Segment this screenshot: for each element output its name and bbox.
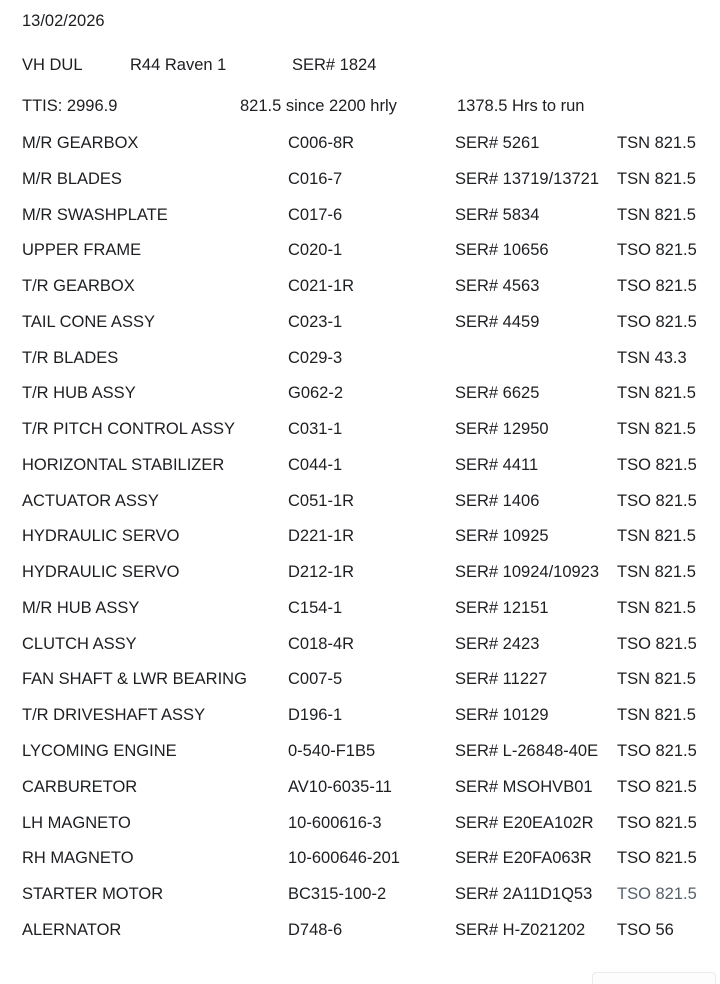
table-row — [22, 527, 720, 563]
part-number-cell: AV10-6035-11 — [288, 777, 392, 796]
component-name-cell: UPPER FRAME — [22, 241, 142, 260]
table-row — [22, 384, 720, 420]
part-number-cell: 10-600616-3 — [288, 813, 382, 832]
part-number-cell: C023-1 — [288, 312, 343, 331]
part-number-cell: C018-4R — [288, 634, 355, 653]
serial-number-cell: SER# MSOHVB01 — [455, 777, 593, 796]
serial-number-cell: SER# 11227 — [455, 670, 548, 689]
table-row — [22, 778, 720, 814]
table-row — [22, 599, 720, 635]
part-number-cell: C029-3 — [288, 348, 343, 367]
time-in-service-cell: TSO 821.5 — [617, 777, 697, 796]
table-row — [22, 241, 720, 277]
table-row — [22, 670, 720, 706]
part-number-cell: C044-1 — [288, 455, 343, 474]
aircraft-serial: SER# 1824 — [292, 56, 377, 74]
time-in-service-cell: TSO 821.5 — [617, 491, 697, 510]
component-name-cell: M/R BLADES — [22, 169, 122, 188]
table-row — [22, 814, 720, 850]
serial-number-cell: SER# 4459 — [455, 312, 540, 331]
serial-number-cell: SER# 6625 — [455, 384, 540, 403]
table-row — [22, 849, 720, 885]
serial-number-cell: SER# 13719/13721 — [455, 169, 600, 188]
bottom-right-partial-element — [592, 972, 716, 984]
table-row — [22, 742, 720, 778]
time-in-service-cell: TSO 821.5 — [617, 455, 697, 474]
serial-number-cell: SER# 12151 — [455, 598, 549, 617]
serial-number-cell: SER# 10924/10923 — [455, 563, 600, 582]
time-in-service-cell: TSO 821.5 — [617, 742, 697, 761]
part-number-cell: C031-1 — [288, 420, 343, 439]
time-in-service-cell: TSN 43.3 — [617, 348, 687, 367]
component-name-cell: T/R HUB ASSY — [22, 384, 136, 403]
component-name-cell: M/R HUB ASSY — [22, 598, 140, 617]
time-in-service-cell: TSN 821.5 — [617, 670, 696, 689]
component-name-cell: LYCOMING ENGINE — [22, 742, 177, 761]
part-number-cell: G062-2 — [288, 384, 344, 403]
part-number-cell: D221-1R — [288, 527, 355, 546]
part-number-cell: C006-8R — [288, 134, 355, 152]
component-table — [22, 134, 720, 957]
time-in-service-cell: TSO 821.5 — [617, 849, 697, 868]
time-in-service-cell: TSN 821.5 — [617, 420, 696, 439]
component-name-cell: FAN SHAFT & LWR BEARING — [22, 670, 247, 689]
component-name-cell: HYDRAULIC SERVO — [22, 527, 180, 546]
component-name-cell: T/R PITCH CONTROL ASSY — [22, 420, 236, 439]
table-row — [22, 277, 720, 313]
serial-number-cell: SER# 1406 — [455, 491, 540, 510]
part-number-cell: BC315-100-2 — [288, 885, 387, 904]
table-row — [22, 492, 720, 528]
time-in-service-cell: TSO 821.5 — [617, 241, 697, 260]
part-number-cell: 10-600646-201 — [288, 849, 400, 868]
component-name-cell: ALERNATOR — [22, 920, 122, 939]
component-name-cell: T/R BLADES — [22, 348, 119, 367]
time-in-service-cell: TSO 821.5 — [617, 312, 697, 331]
serial-number-cell: SER# H-Z021202 — [455, 920, 586, 939]
component-name-cell: LH MAGNETO — [22, 813, 131, 832]
since-overhaul-value: 821.5 since 2200 hrly — [240, 97, 397, 115]
time-in-service-cell: TSO 821.5 — [617, 634, 697, 653]
component-name-cell: CLUTCH ASSY — [22, 634, 137, 653]
time-in-service-cell: TSN 821.5 — [617, 706, 696, 725]
serial-number-cell: SER# 5261 — [455, 134, 540, 152]
serial-number-cell: SER# 4563 — [455, 277, 540, 296]
table-row — [22, 206, 720, 242]
time-in-service-cell: TSN 821.5 — [617, 205, 696, 224]
component-name-cell: HORIZONTAL STABILIZER — [22, 455, 225, 474]
component-name-cell: T/R DRIVESHAFT ASSY — [22, 706, 206, 725]
table-row — [22, 885, 720, 921]
time-in-service-cell: TSN 821.5 — [617, 169, 696, 188]
time-in-service-cell: TSO 56 — [617, 920, 674, 939]
component-name-cell: HYDRAULIC SERVO — [22, 563, 180, 582]
part-number-cell: C051-1R — [288, 491, 355, 510]
time-in-service-cell: TSN 821.5 — [617, 598, 696, 617]
part-number-cell: C154-1 — [288, 598, 343, 617]
component-name-cell: RH MAGNETO — [22, 849, 134, 868]
time-in-service-cell: TSN 821.5 — [617, 384, 696, 403]
table-row — [22, 313, 720, 349]
aircraft-model: R44 Raven 1 — [130, 56, 227, 74]
part-number-cell: C017-6 — [288, 205, 343, 224]
table-row — [22, 635, 720, 671]
time-in-service-cell: TSN 821.5 — [617, 134, 696, 152]
table-row — [22, 456, 720, 492]
serial-number-cell: SER# 2A11D1Q53 — [455, 885, 593, 904]
component-name-cell: STARTER MOTOR — [22, 885, 164, 904]
aircraft-identity-line — [22, 56, 720, 97]
hours-to-run-value: 1378.5 Hrs to run — [457, 97, 585, 115]
table-row — [22, 420, 720, 456]
component-name-cell: TAIL CONE ASSY — [22, 312, 155, 331]
component-name-cell: ACTUATOR ASSY — [22, 491, 159, 510]
component-name-cell: M/R SWASHPLATE — [22, 205, 168, 224]
component-name-cell: M/R GEARBOX — [22, 134, 139, 152]
time-in-service-cell: TSN 821.5 — [617, 563, 696, 582]
serial-number-cell: SER# 10925 — [455, 527, 549, 546]
table-row — [22, 563, 720, 599]
time-in-service-cell: TSO 821.5 — [617, 277, 697, 296]
part-number-cell: 0-540-F1B5 — [288, 742, 376, 761]
table-row — [22, 349, 720, 385]
serial-number-cell: SER# E20EA102R — [455, 813, 594, 832]
component-name-cell: T/R GEARBOX — [22, 277, 135, 296]
serial-number-cell: SER# E20FA063R — [455, 849, 592, 868]
serial-number-cell: SER# 12950 — [455, 420, 549, 439]
table-row — [22, 706, 720, 742]
table-row — [22, 170, 720, 206]
part-number-cell: D748-6 — [288, 920, 343, 939]
ttis-value: TTIS: 2996.9 — [22, 97, 118, 115]
table-row — [22, 134, 720, 170]
part-number-cell: D196-1 — [288, 706, 343, 725]
report-date: 13/02/2026 — [22, 12, 105, 30]
part-number-cell: D212-1R — [288, 563, 355, 582]
serial-number-cell: SER# L-26848-40E — [455, 742, 599, 761]
time-in-service-cell: TSN 821.5 — [617, 527, 696, 546]
part-number-cell: C021-1R — [288, 277, 355, 296]
part-number-cell: C016-7 — [288, 169, 343, 188]
part-number-cell: C007-5 — [288, 670, 343, 689]
time-in-service-cell: TSO 821.5 — [617, 813, 697, 832]
serial-number-cell: SER# 10129 — [455, 706, 549, 725]
report-date-line — [22, 12, 720, 56]
aircraft-registration: VH DUL — [22, 56, 83, 74]
aircraft-times-line — [22, 97, 720, 134]
serial-number-cell: SER# 5834 — [455, 205, 540, 224]
time-in-service-cell: TSO 821.5 — [617, 885, 697, 904]
component-name-cell: CARBURETOR — [22, 777, 138, 796]
serial-number-cell: SER# 2423 — [455, 634, 540, 653]
serial-number-cell: SER# 10656 — [455, 241, 549, 260]
serial-number-cell: SER# 4411 — [455, 455, 539, 474]
table-row — [22, 921, 720, 957]
part-number-cell: C020-1 — [288, 241, 343, 260]
